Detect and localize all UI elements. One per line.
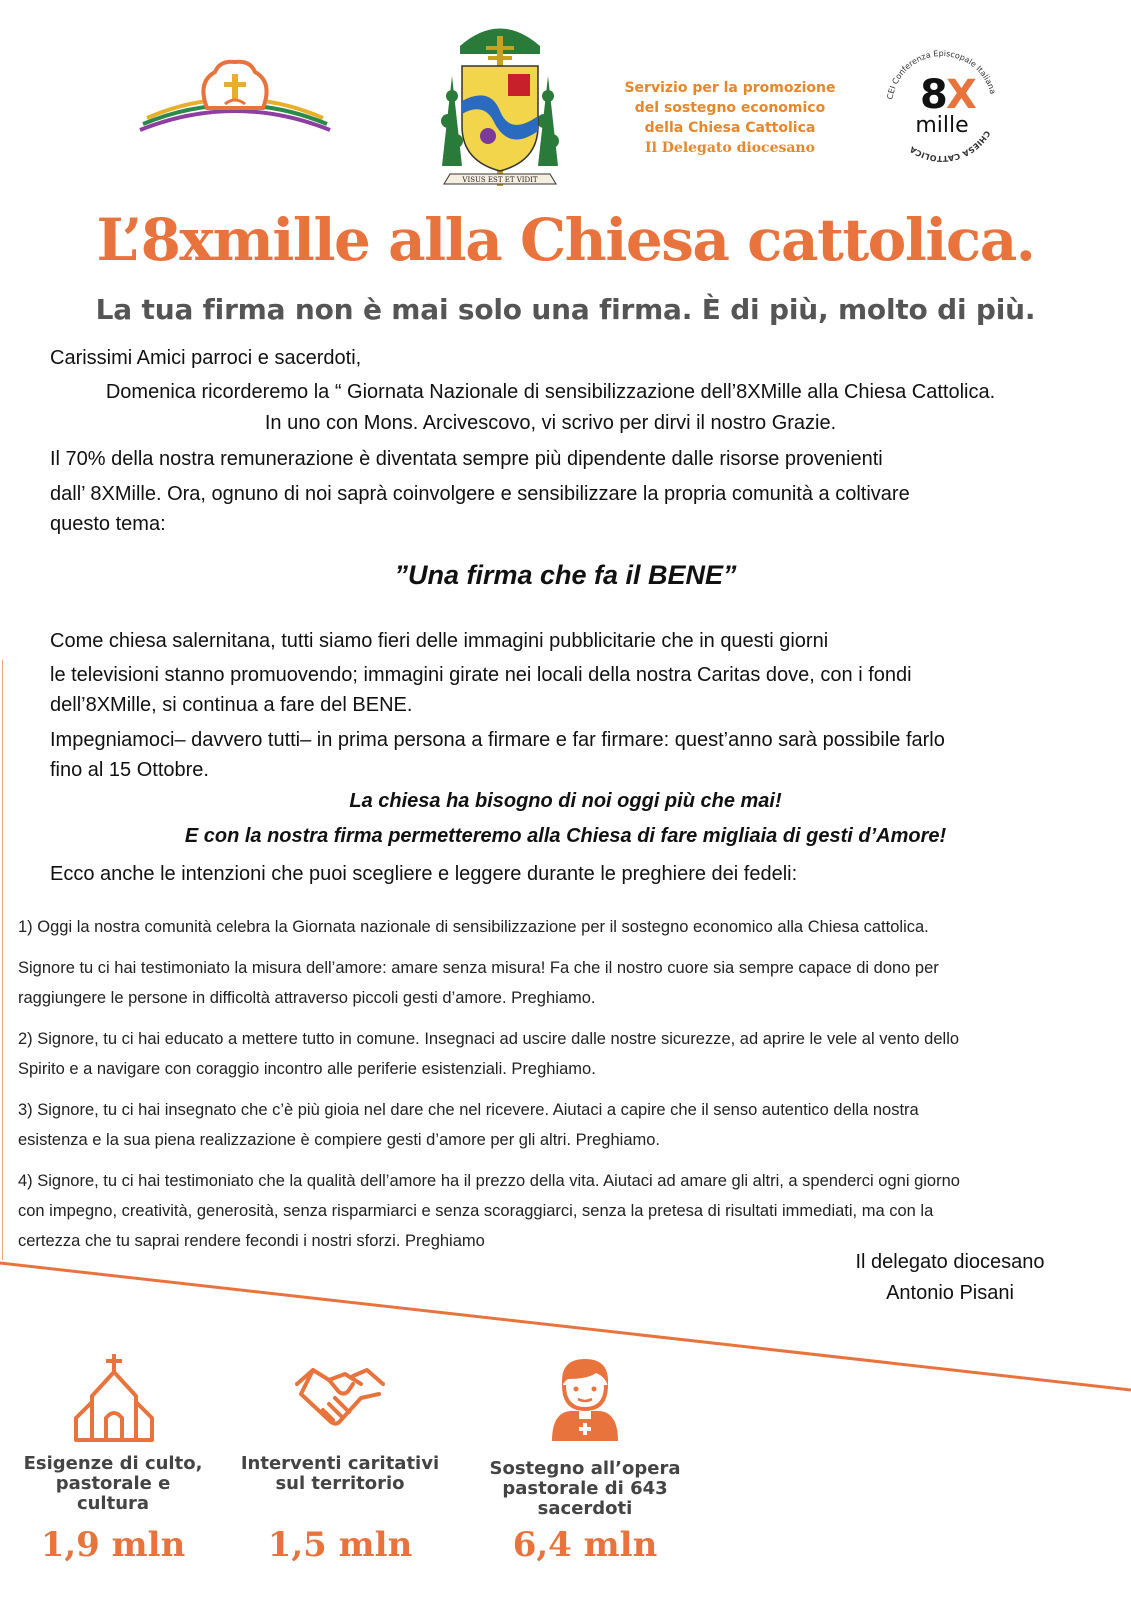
letter-line-4: dall’ 8XMille. Ora, ognuno di noi saprà coinvolgere e sensibilizzare la propria comunità a coltivare	[50, 483, 910, 505]
diocese-logo	[135, 52, 335, 142]
stat-label-sacerdoti	[480, 1459, 690, 1519]
service-line-4: Il Delegato diocesano	[645, 140, 815, 156]
emphasis-line-1: La chiesa ha bisogno di noi oggi più che mai!	[349, 790, 782, 812]
letter-line-5: questo tema:	[50, 513, 166, 535]
slogan: ”Una firma che fa il BENE”	[394, 560, 737, 590]
archbishop-coat-of-arms	[430, 16, 570, 201]
service-line-2: del sostegno economico	[634, 100, 826, 116]
stat-label-caritativi	[240, 1454, 440, 1494]
prayer-1-line-1: Signore tu ci hai testimoniato la misura dell’amore: amare senza misura! Fa che il nostro cuore sia sempre capace di dono per	[18, 959, 939, 977]
letter-line-6: Come chiesa salernitana, tutti siamo fieri delle immagini pubblicitarie che in questi giorni	[50, 630, 829, 652]
stat-label-caritativi-line-1: Interventi caritativi	[240, 1453, 440, 1474]
service-line-1: Servizio per la promozione	[624, 80, 836, 96]
letter-line-7: le televisioni stanno promuovendo; immagini girate nei locali della nostra Caritas dove, con i fondi	[50, 664, 912, 686]
stat-label-sacerdoti-line-1: Sostegno all’opera	[489, 1458, 681, 1479]
badge-ring-bottom: CHIESA CATTOLICA	[908, 129, 992, 164]
church-icon	[72, 1352, 156, 1444]
prayer-1-line-2: raggiungere le persone in difficoltà attraverso piccoli gesti d’amore. Preghiamo.	[18, 989, 596, 1007]
signature-role: Il delegato diocesano	[855, 1251, 1045, 1273]
stat-label-sacerdoti-line-3: sacerdoti	[537, 1498, 633, 1519]
letter-line-11: Ecco anche le intenzioni che puoi scegliere e leggere durante le preghiere dei fedeli:	[50, 863, 798, 885]
letter-line-2: In uno con Mons. Arcivescovo, vi scrivo per dirvi il nostro Grazie.	[264, 412, 837, 434]
stat-value-sacerdoti: 6,4 mln	[512, 1525, 658, 1565]
letter-line-8: dell’8XMille, si continua a fare del BENE.	[50, 694, 413, 716]
stat-label-culto-line-2: pastorale e	[55, 1473, 171, 1494]
crest-motto: VISUS EST ET VIDIT	[462, 176, 538, 184]
prayer-4-line-2: con impegno, creatività, generosità, senza risparmiarci e senza scoraggiarci, senza la pretesa di risultati immediati, ma con la	[18, 1202, 934, 1220]
page-headline: L’8xmille alla Chiesa cattolica.	[96, 206, 1035, 274]
page-subtitle: La tua firma non è mai solo una firma. È di più, molto di più.	[95, 293, 1036, 326]
badge-8: 8	[920, 72, 948, 118]
service-line-3: della Chiesa Cattolica	[644, 120, 816, 136]
left-margin-rule	[2, 660, 3, 1260]
stat-value-caritativi: 1,5 mln	[267, 1525, 413, 1565]
prayer-intro: 1) Oggi la nostra comunità celebra la Giornata nazionale di sensibilizzazione per il sostegno economico alla Chiesa cattolica.	[18, 918, 929, 936]
8xmille-badge-logo	[878, 42, 1006, 170]
stat-label-caritativi-line-2: sul territorio	[275, 1473, 405, 1494]
prayer-3-line-1: 3) Signore, tu ci hai insegnato che c’è più gioia nel dare che nel ricevere. Aiutaci a capire che il senso autentico della nostra	[18, 1101, 919, 1119]
signature-name: Antonio Pisani	[886, 1282, 1014, 1304]
badge-ring-text: CEI Conferenza Episcopale Italiana	[885, 48, 998, 101]
stat-value-culto: 1,9 mln	[40, 1525, 186, 1565]
stat-label-culto	[20, 1454, 206, 1514]
stat-label-sacerdoti-line-2: pastorale di 643	[502, 1478, 668, 1499]
badge-x: X	[946, 72, 977, 118]
letter-line-9: Impegniamoci– davvero tutti– in prima persona a firmare e far firmare: quest’anno sarà possibile farlo	[50, 729, 945, 751]
letter-line-10: fino al 15 Ottobre.	[50, 759, 209, 781]
handshake-icon	[295, 1362, 385, 1432]
emphasis-line-2: E con la nostra firma permetteremo alla Chiesa di fare migliaia di gesti d’Amore!	[184, 825, 947, 847]
service-block	[600, 78, 860, 158]
letter-line-3: Il 70% della nostra remunerazione è diventata sempre più dipendente dalle risorse provenienti	[50, 448, 883, 470]
badge-mille: mille	[915, 113, 969, 138]
prayer-2-line-2: Spirito e a navigare con coraggio incontro alle periferie esistenziali. Preghiamo.	[18, 1060, 596, 1078]
prayer-4-line-1: 4) Signore, tu ci hai testimoniato che la qualità dell’amore ha il prezzo della vita. Aiutaci ad amare gli altri, a spenderci ogni giorno	[18, 1172, 960, 1190]
priest-icon	[548, 1355, 622, 1441]
letter-line-1: Domenica ricorderemo la “ Giornata Nazionale di sensibilizzazione dell’8XMille alla Chiesa Cattolica.	[105, 381, 996, 403]
greeting: Carissimi Amici parroci e sacerdoti,	[50, 347, 362, 369]
prayer-4-line-3: certezza che tu saprai rendere fecondi i nostri sforzi. Preghiamo	[18, 1232, 485, 1250]
prayer-2-line-1: 2) Signore, tu ci hai educato a mettere tutto in comune. Insegnaci ad uscire dalle nostre sicurezze, ad aprire le vele al vento dello	[18, 1030, 960, 1048]
stat-label-culto-line-3: cultura	[76, 1493, 150, 1514]
prayer-3-line-2: esistenza e la sua piena realizzazione è compiere gesti d’amore per gli altri. Preghiamo.	[18, 1131, 661, 1149]
stat-label-culto-line-1: Esigenze di culto,	[23, 1453, 203, 1474]
